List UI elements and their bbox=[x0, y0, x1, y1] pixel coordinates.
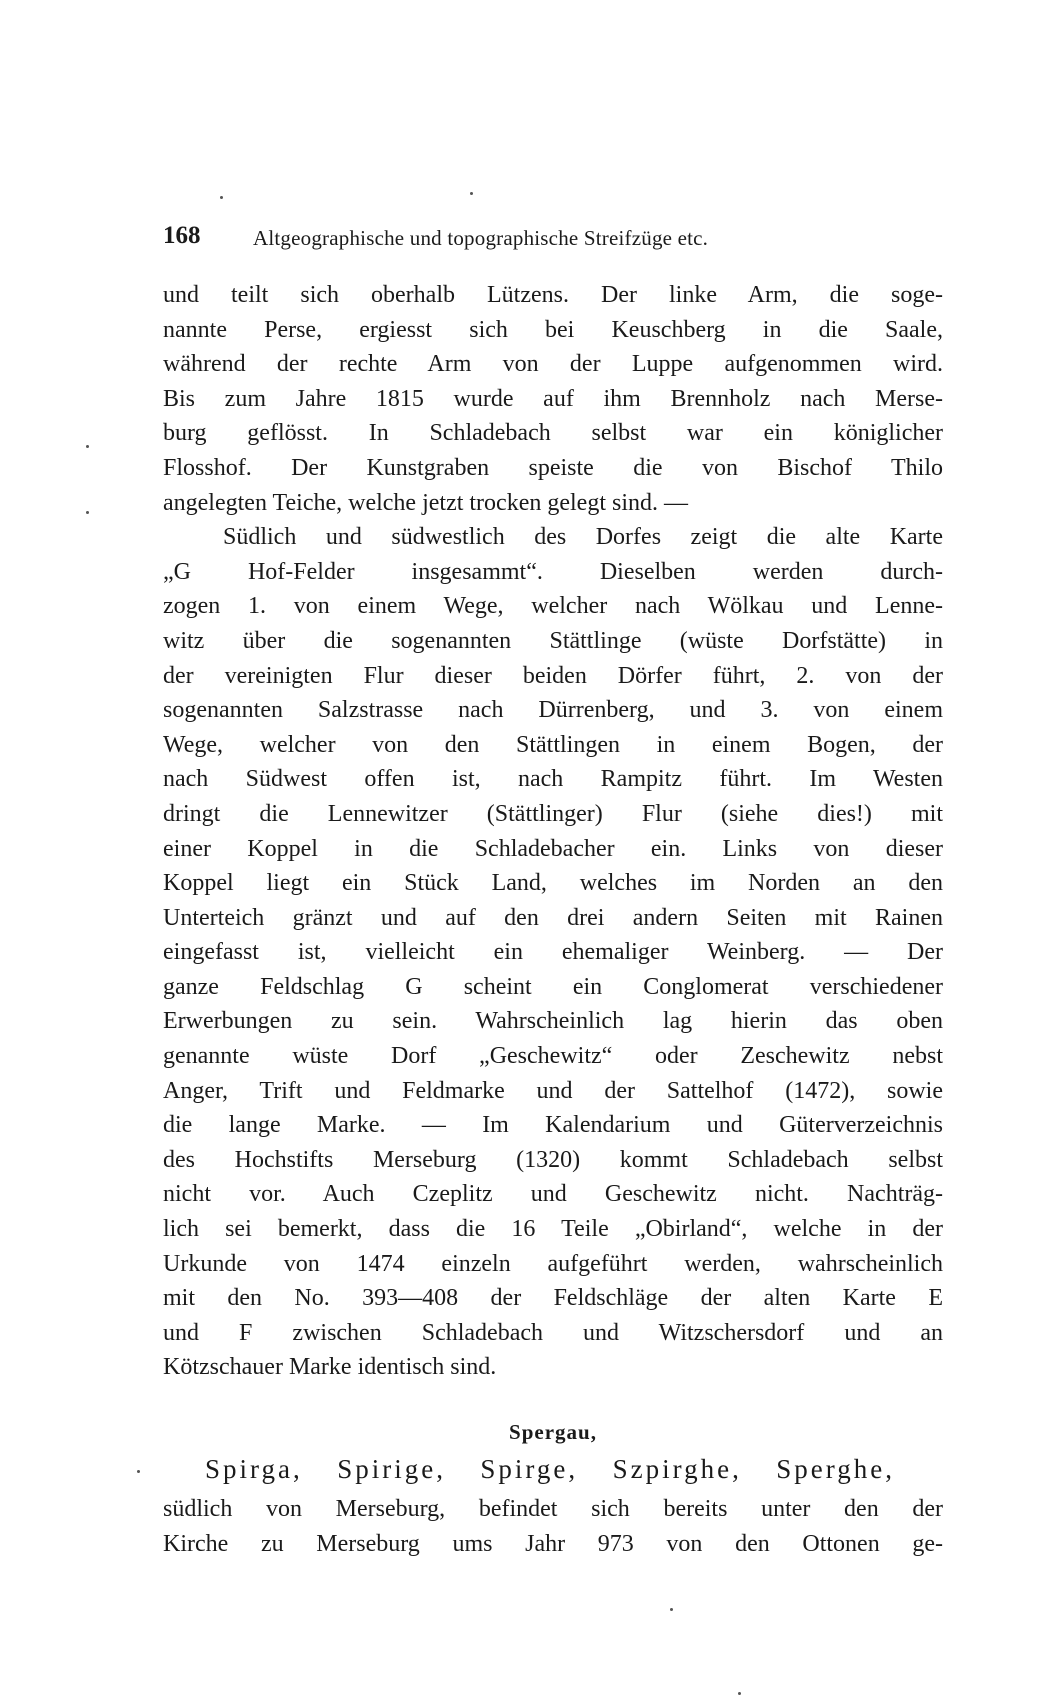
text-line: Wege, welcher von den Stättlingen in einem Bogen, der bbox=[163, 731, 943, 758]
text-line: einer Koppel in die Schladebacher ein. Links von dieser bbox=[163, 835, 943, 862]
text-line: und teilt sich oberhalb Lützens. Der linke Arm, die soge- bbox=[163, 282, 943, 308]
text-line: ganze Feldschlag G scheint ein Conglomerat verschiedener bbox=[163, 973, 943, 1000]
text-line: Kötzschauer Marke identisch sind. bbox=[163, 1354, 497, 1381]
text-line: nicht vor. Auch Czeplitz und Geschewitz nicht. Nachträg- bbox=[163, 1181, 943, 1208]
text-line: lich sei bemerkt, dass die 16 Teile „Obirland“, welche in der bbox=[163, 1216, 943, 1243]
text-line: Kirche zu Merseburg ums Jahr 973 von den Ottonen ge- bbox=[163, 1530, 943, 1557]
text-line: die lange Marke. — Im Kalendarium und Güterverzeichnis bbox=[163, 1112, 943, 1139]
print-speck bbox=[220, 196, 223, 199]
main-text bbox=[163, 278, 943, 1385]
print-speck bbox=[137, 1470, 140, 1473]
section-heading: Spergau, bbox=[509, 1420, 597, 1444]
page-number: 168 bbox=[163, 222, 201, 249]
print-speck bbox=[670, 1608, 673, 1611]
text-line: zogen 1. von einem Wege, welcher nach Wölkau und Lenne- bbox=[163, 593, 943, 620]
text-line: Flosshof. Der Kunstgraben speiste die von Bischof Thilo bbox=[163, 454, 943, 481]
running-title: Altgeographische und topographische Streifzüge etc. bbox=[253, 226, 709, 250]
text-line: nannte Perse, ergiesst sich bei Keuschberg in die Saale, bbox=[163, 316, 943, 343]
print-speck bbox=[738, 1692, 741, 1695]
page-header bbox=[163, 222, 943, 258]
text-line: des Hochstifts Merseburg (1320) kommt Schladebach selbst bbox=[163, 1146, 943, 1173]
text-line: Anger, Trift und Feldmarke und der Sattelhof (1472), sowie bbox=[163, 1077, 943, 1104]
text-line: witz über die sogenannten Stättlinge (wüste Dorfstätte) in bbox=[163, 627, 943, 654]
print-speck bbox=[86, 445, 89, 448]
text-line: und F zwischen Schladebach und Witzschersdorf und an bbox=[163, 1319, 943, 1346]
text-line: südlich von Merseburg, befindet sich bereits unter den der bbox=[163, 1496, 943, 1522]
text-line: dringt die Lennewitzer (Stättlinger) Flur (siehe dies!) mit bbox=[163, 800, 943, 827]
section-place-names: Spirga, Spirige, Spirge, Szpirghe, Sperghe, bbox=[205, 1454, 895, 1484]
text-line: Südlich und südwestlich des Dorfes zeigt die alte Karte bbox=[223, 524, 943, 551]
text-line: „G Hof-Felder insgesammt“. Dieselben werden durch- bbox=[163, 558, 943, 585]
text-line: angelegten Teiche, welche jetzt trocken gelegt sind. — bbox=[163, 489, 688, 516]
text-line: der vereinigten Flur dieser beiden Dörfer führt, 2. von der bbox=[163, 662, 943, 689]
print-speck bbox=[86, 511, 89, 514]
text-line: nach Südwest offen ist, nach Rampitz führt. Im Westen bbox=[163, 766, 943, 793]
text-line: Bis zum Jahre 1815 wurde auf ihm Brennholz nach Merse- bbox=[163, 385, 943, 412]
text-line: Erwerbungen zu sein. Wahrscheinlich lag hierin das oben bbox=[163, 1008, 943, 1035]
print-speck bbox=[470, 192, 473, 195]
text-line: mit den No. 393—408 der Feldschläge der alten Karte E bbox=[163, 1285, 943, 1312]
text-line: sogenannten Salzstrasse nach Dürrenberg, und 3. von einem bbox=[163, 697, 943, 724]
text-line: eingefasst ist, vielleicht ein ehemaliger Weinberg. — Der bbox=[163, 939, 943, 966]
section-text bbox=[163, 1492, 943, 1561]
text-line: Koppel liegt ein Stück Land, welches im Norden an den bbox=[163, 870, 943, 897]
text-line: genannte wüste Dorf „Geschewitz“ oder Zeschewitz nebst bbox=[163, 1043, 943, 1070]
text-line: während der rechte Arm von der Luppe aufgenommen wird. bbox=[163, 351, 943, 378]
text-line: Urkunde von 1474 einzeln aufgeführt werden, wahrscheinlich bbox=[163, 1250, 943, 1277]
text-line: Unterteich gränzt und auf den drei andern Seiten mit Rainen bbox=[163, 904, 943, 931]
text-line: burg geflösst. In Schladebach selbst war ein königlicher bbox=[163, 420, 943, 447]
